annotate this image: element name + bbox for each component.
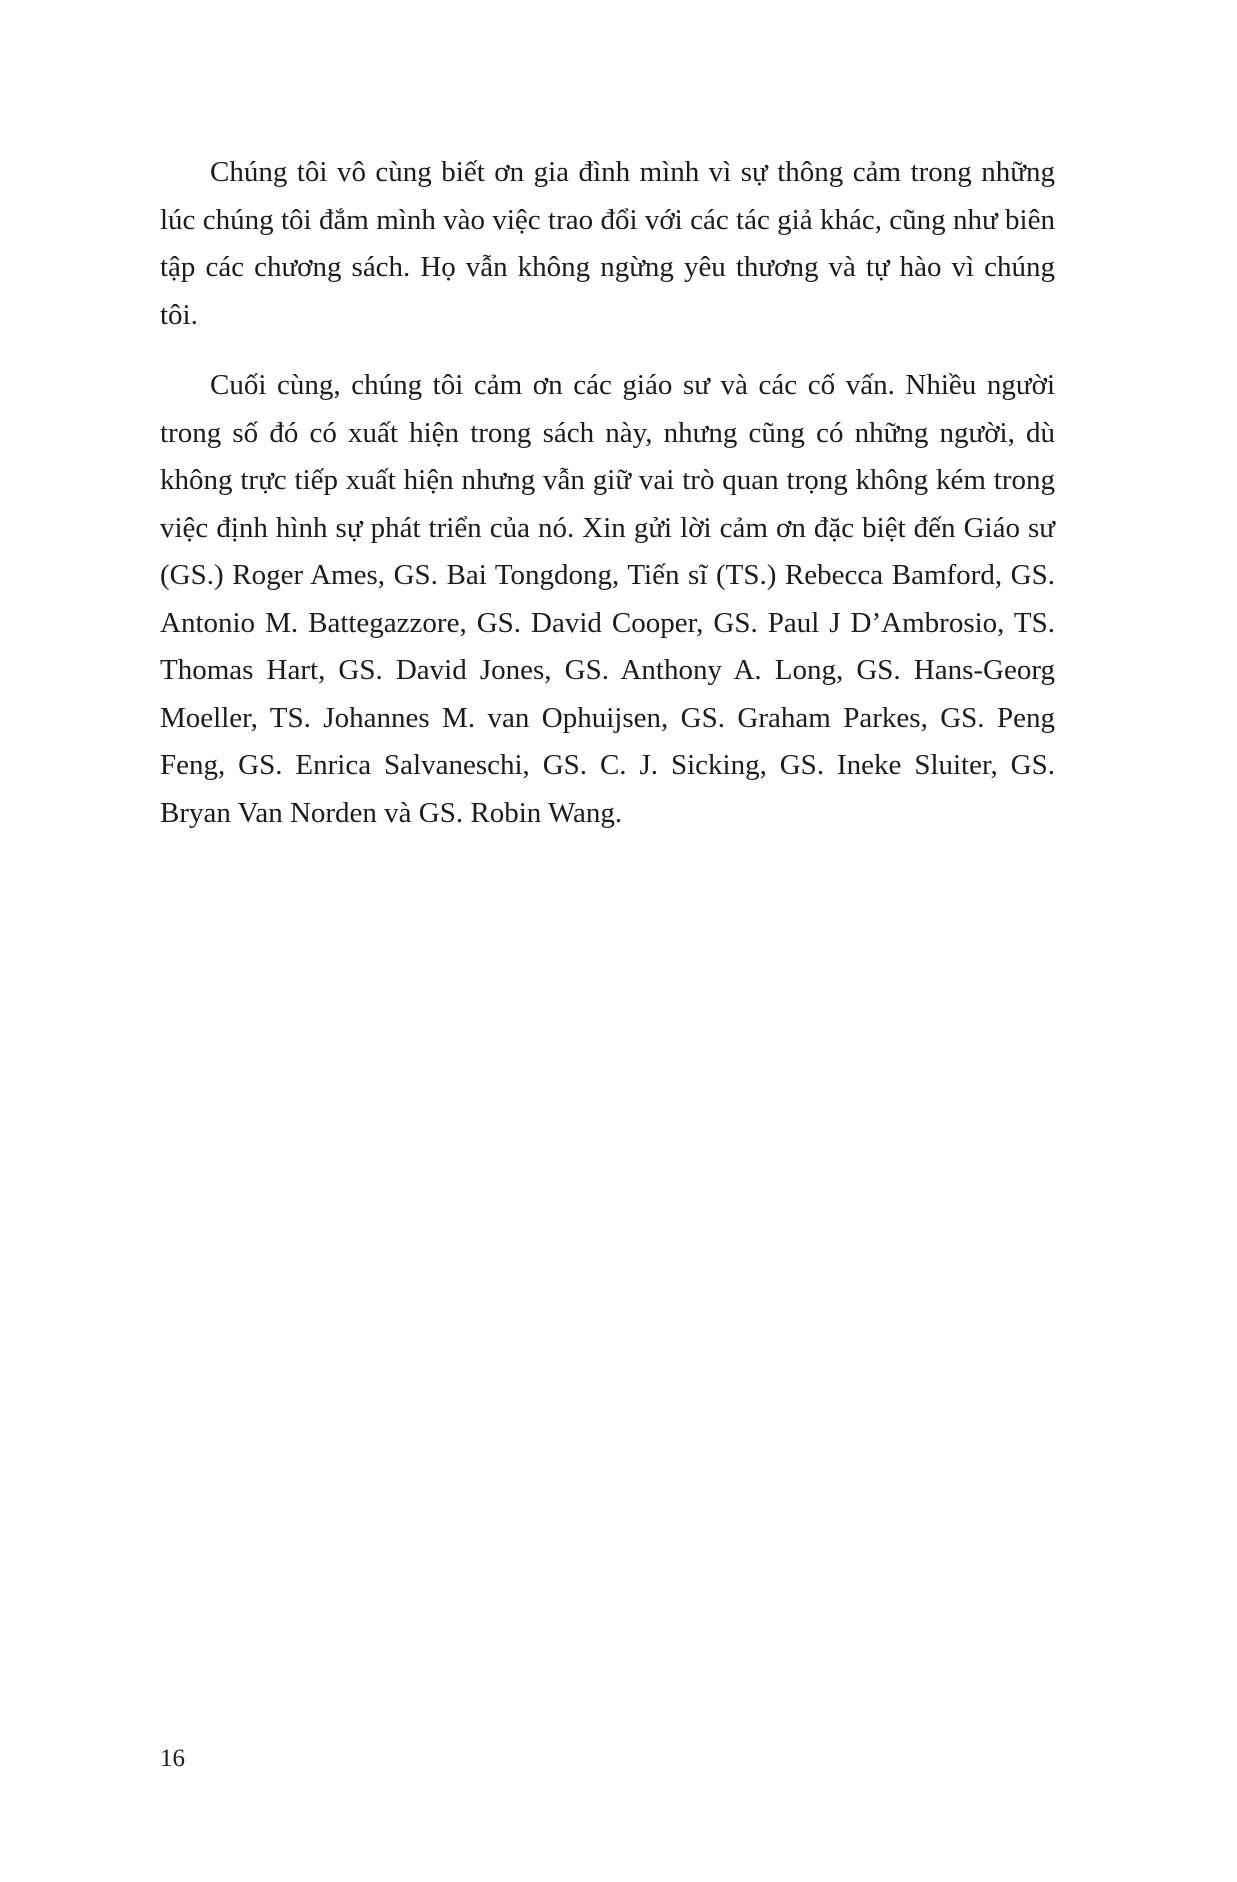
body-text bbox=[160, 149, 1055, 860]
paragraph-family-thanks: Chúng tôi vô cùng biết ơn gia đình mình vì sự thông cảm trong những lúc chúng tôi đắm mình vào việc trao đổi với các tác giả khác, cũng như biên tập các chương sách. Họ vẫn không ngừng yêu thương và tự hào vì chúng tôi. bbox=[160, 156, 1055, 331]
page-number: 16 bbox=[160, 1745, 185, 1772]
paragraph-professors-thanks: Cuối cùng, chúng tôi cảm ơn các giáo sư và các cố vấn. Nhiều người trong số đó có xuất hiện trong sách này, nhưng cũng có những người, dù không trực tiếp xuất hiện nhưng vẫn giữ vai trò quan trọng không kém trong việc định hình sự phát triển của nó. Xin gửi lời cảm ơn đặc biệt đến Giáo sư (GS.) Roger Ames, GS. Bai Tongdong, Tiến sĩ (TS.) Rebecca Bamford, GS. Antonio M. Battegazzore, GS. David Cooper, GS. Paul J D’Ambrosio, TS. Thomas Hart, GS. David Jones, GS. Anthony A. Long, GS. Hans-Georg Moeller, TS. Johannes M. van Ophuijsen, GS. Graham Parkes, GS. Peng Feng, GS. Enrica Salvaneschi, GS. C. J. Sicking, GS. Ineke Sluiter, GS. Bryan Van Norden và GS. Robin Wang. bbox=[160, 369, 1055, 829]
